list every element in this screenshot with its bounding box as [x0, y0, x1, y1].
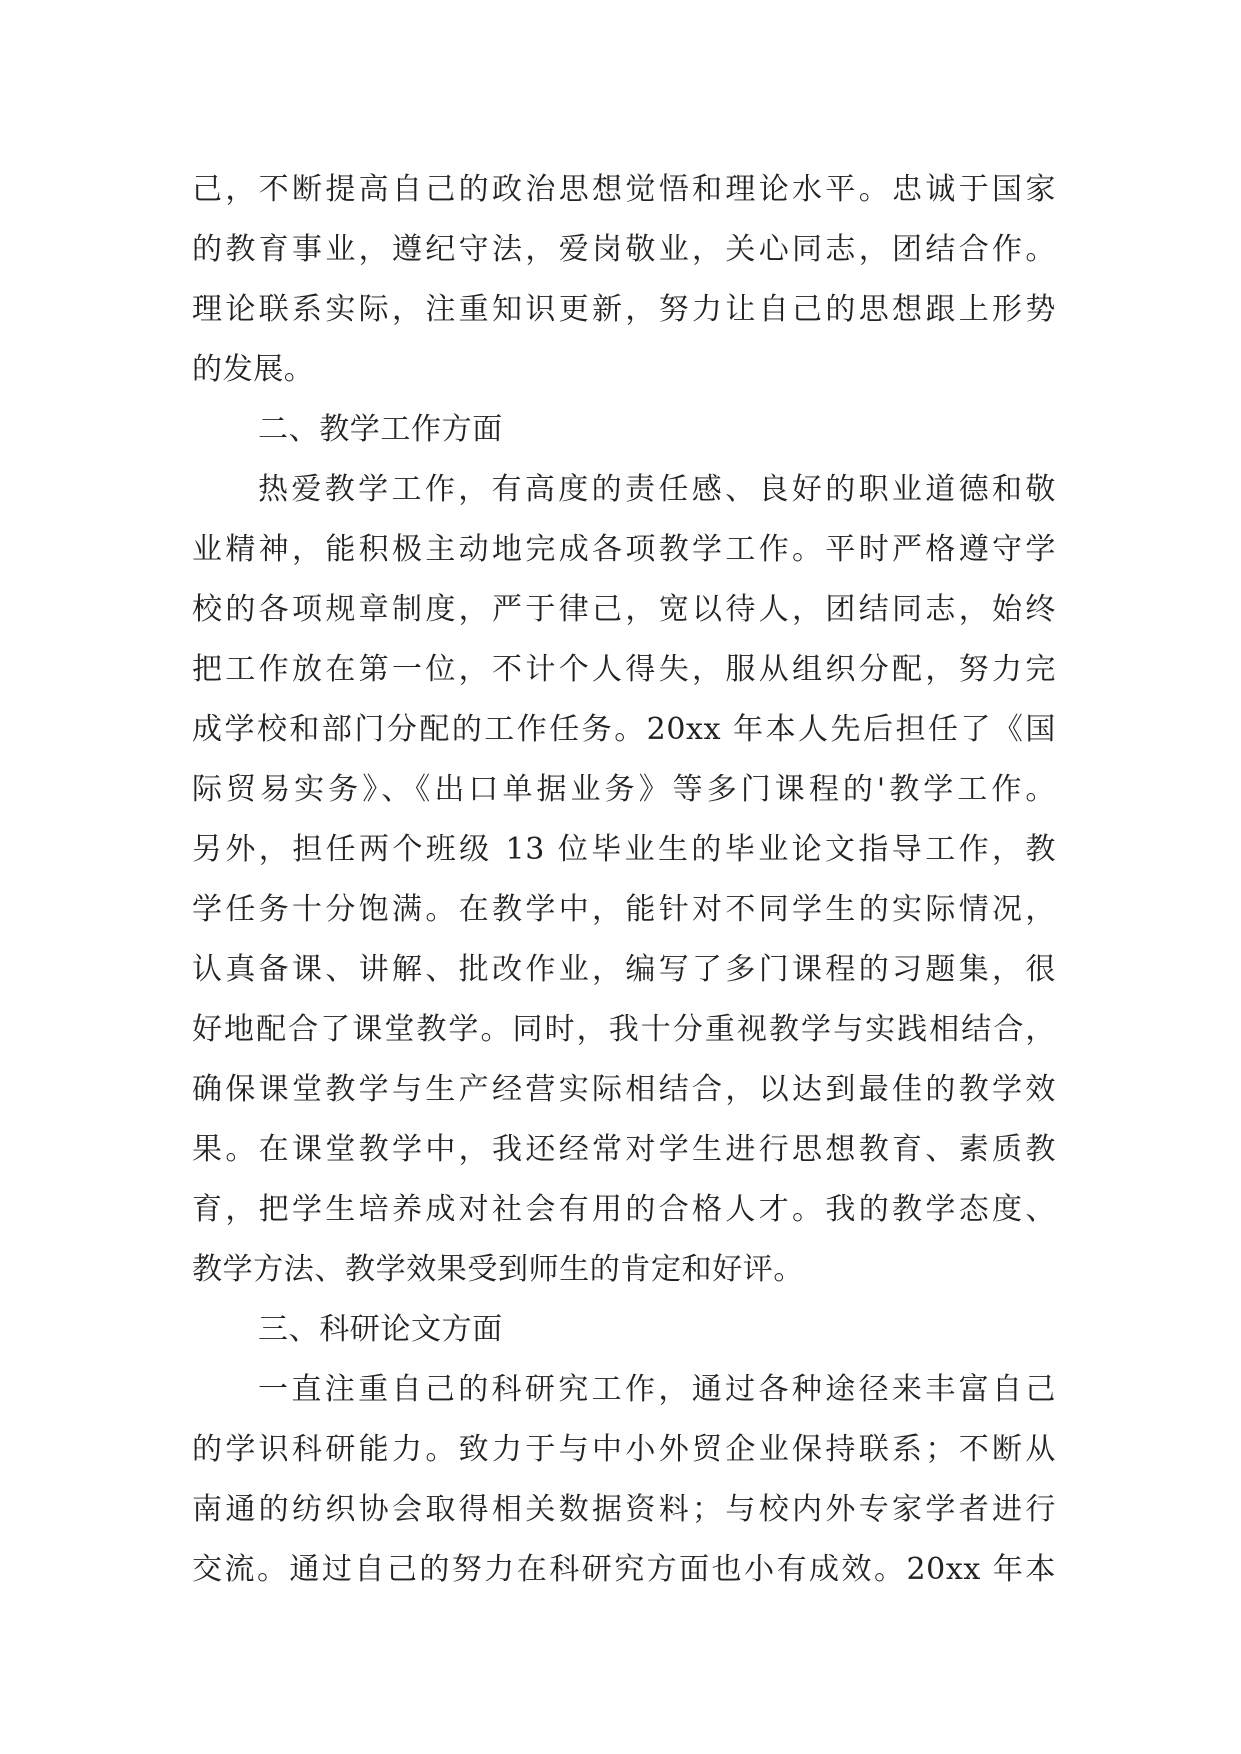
text-line: 南通的纺织协会取得相关数据资料；与校内外专家学者进行 [192, 1492, 1056, 1527]
text-line: 把工作放在第一位，不计个人得失，服从组织分配，努力完 [192, 652, 1056, 687]
text-line: 的发展。 [192, 352, 315, 387]
section-heading: 三、科研论文方面 [258, 1312, 503, 1347]
text-line: 交流。通过自己的努力在科研究方面也小有成效。20xx 年本 [192, 1552, 1056, 1587]
document-body [192, 160, 1056, 1600]
text-line: 教学方法、教学效果受到师生的肯定和好评。 [192, 1252, 804, 1287]
text-line: 的教育事业，遵纪守法，爱岗敬业，关心同志，团结合作。 [192, 232, 1056, 267]
text-line: 确保课堂教学与生产经营实际相结合，以达到最佳的教学效 [192, 1072, 1056, 1107]
text-line: 育，把学生培养成对社会有用的合格人才。我的教学态度、 [192, 1192, 1056, 1227]
text-line: 际贸易实务》、《出口单据业务》等多门课程的'教学工作。 [192, 772, 1056, 807]
text-line: 校的各项规章制度，严于律己，宽以待人，团结同志，始终 [192, 592, 1056, 627]
text-line: 学任务十分饱满。在教学中，能针对不同学生的实际情况， [192, 892, 1056, 927]
text-line: 理论联系实际，注重知识更新，努力让自己的思想跟上形势 [192, 292, 1056, 327]
text-line: 业精神，能积极主动地完成各项教学工作。平时严格遵守学 [192, 532, 1056, 567]
text-line: 己，不断提高自己的政治思想觉悟和理论水平。忠诚于国家 [192, 172, 1056, 207]
text-line: 一直注重自己的科研究工作，通过各种途径来丰富自己 [258, 1372, 1056, 1407]
text-line: 另外，担任两个班级 13 位毕业生的毕业论文指导工作，教 [192, 832, 1056, 867]
section-heading: 二、教学工作方面 [258, 412, 503, 447]
text-line: 的学识科研能力。致力于与中小外贸企业保持联系；不断从 [192, 1432, 1056, 1467]
text-line: 果。在课堂教学中，我还经常对学生进行思想教育、素质教 [192, 1132, 1056, 1167]
text-line: 热爱教学工作，有高度的责任感、良好的职业道德和敬 [258, 472, 1056, 507]
text-line: 成学校和部门分配的工作任务。20xx 年本人先后担任了《国 [192, 712, 1056, 747]
text-line: 认真备课、讲解、批改作业，编写了多门课程的习题集，很 [192, 952, 1056, 987]
text-line: 好地配合了课堂教学。同时，我十分重视教学与实践相结合， [192, 1012, 1056, 1047]
